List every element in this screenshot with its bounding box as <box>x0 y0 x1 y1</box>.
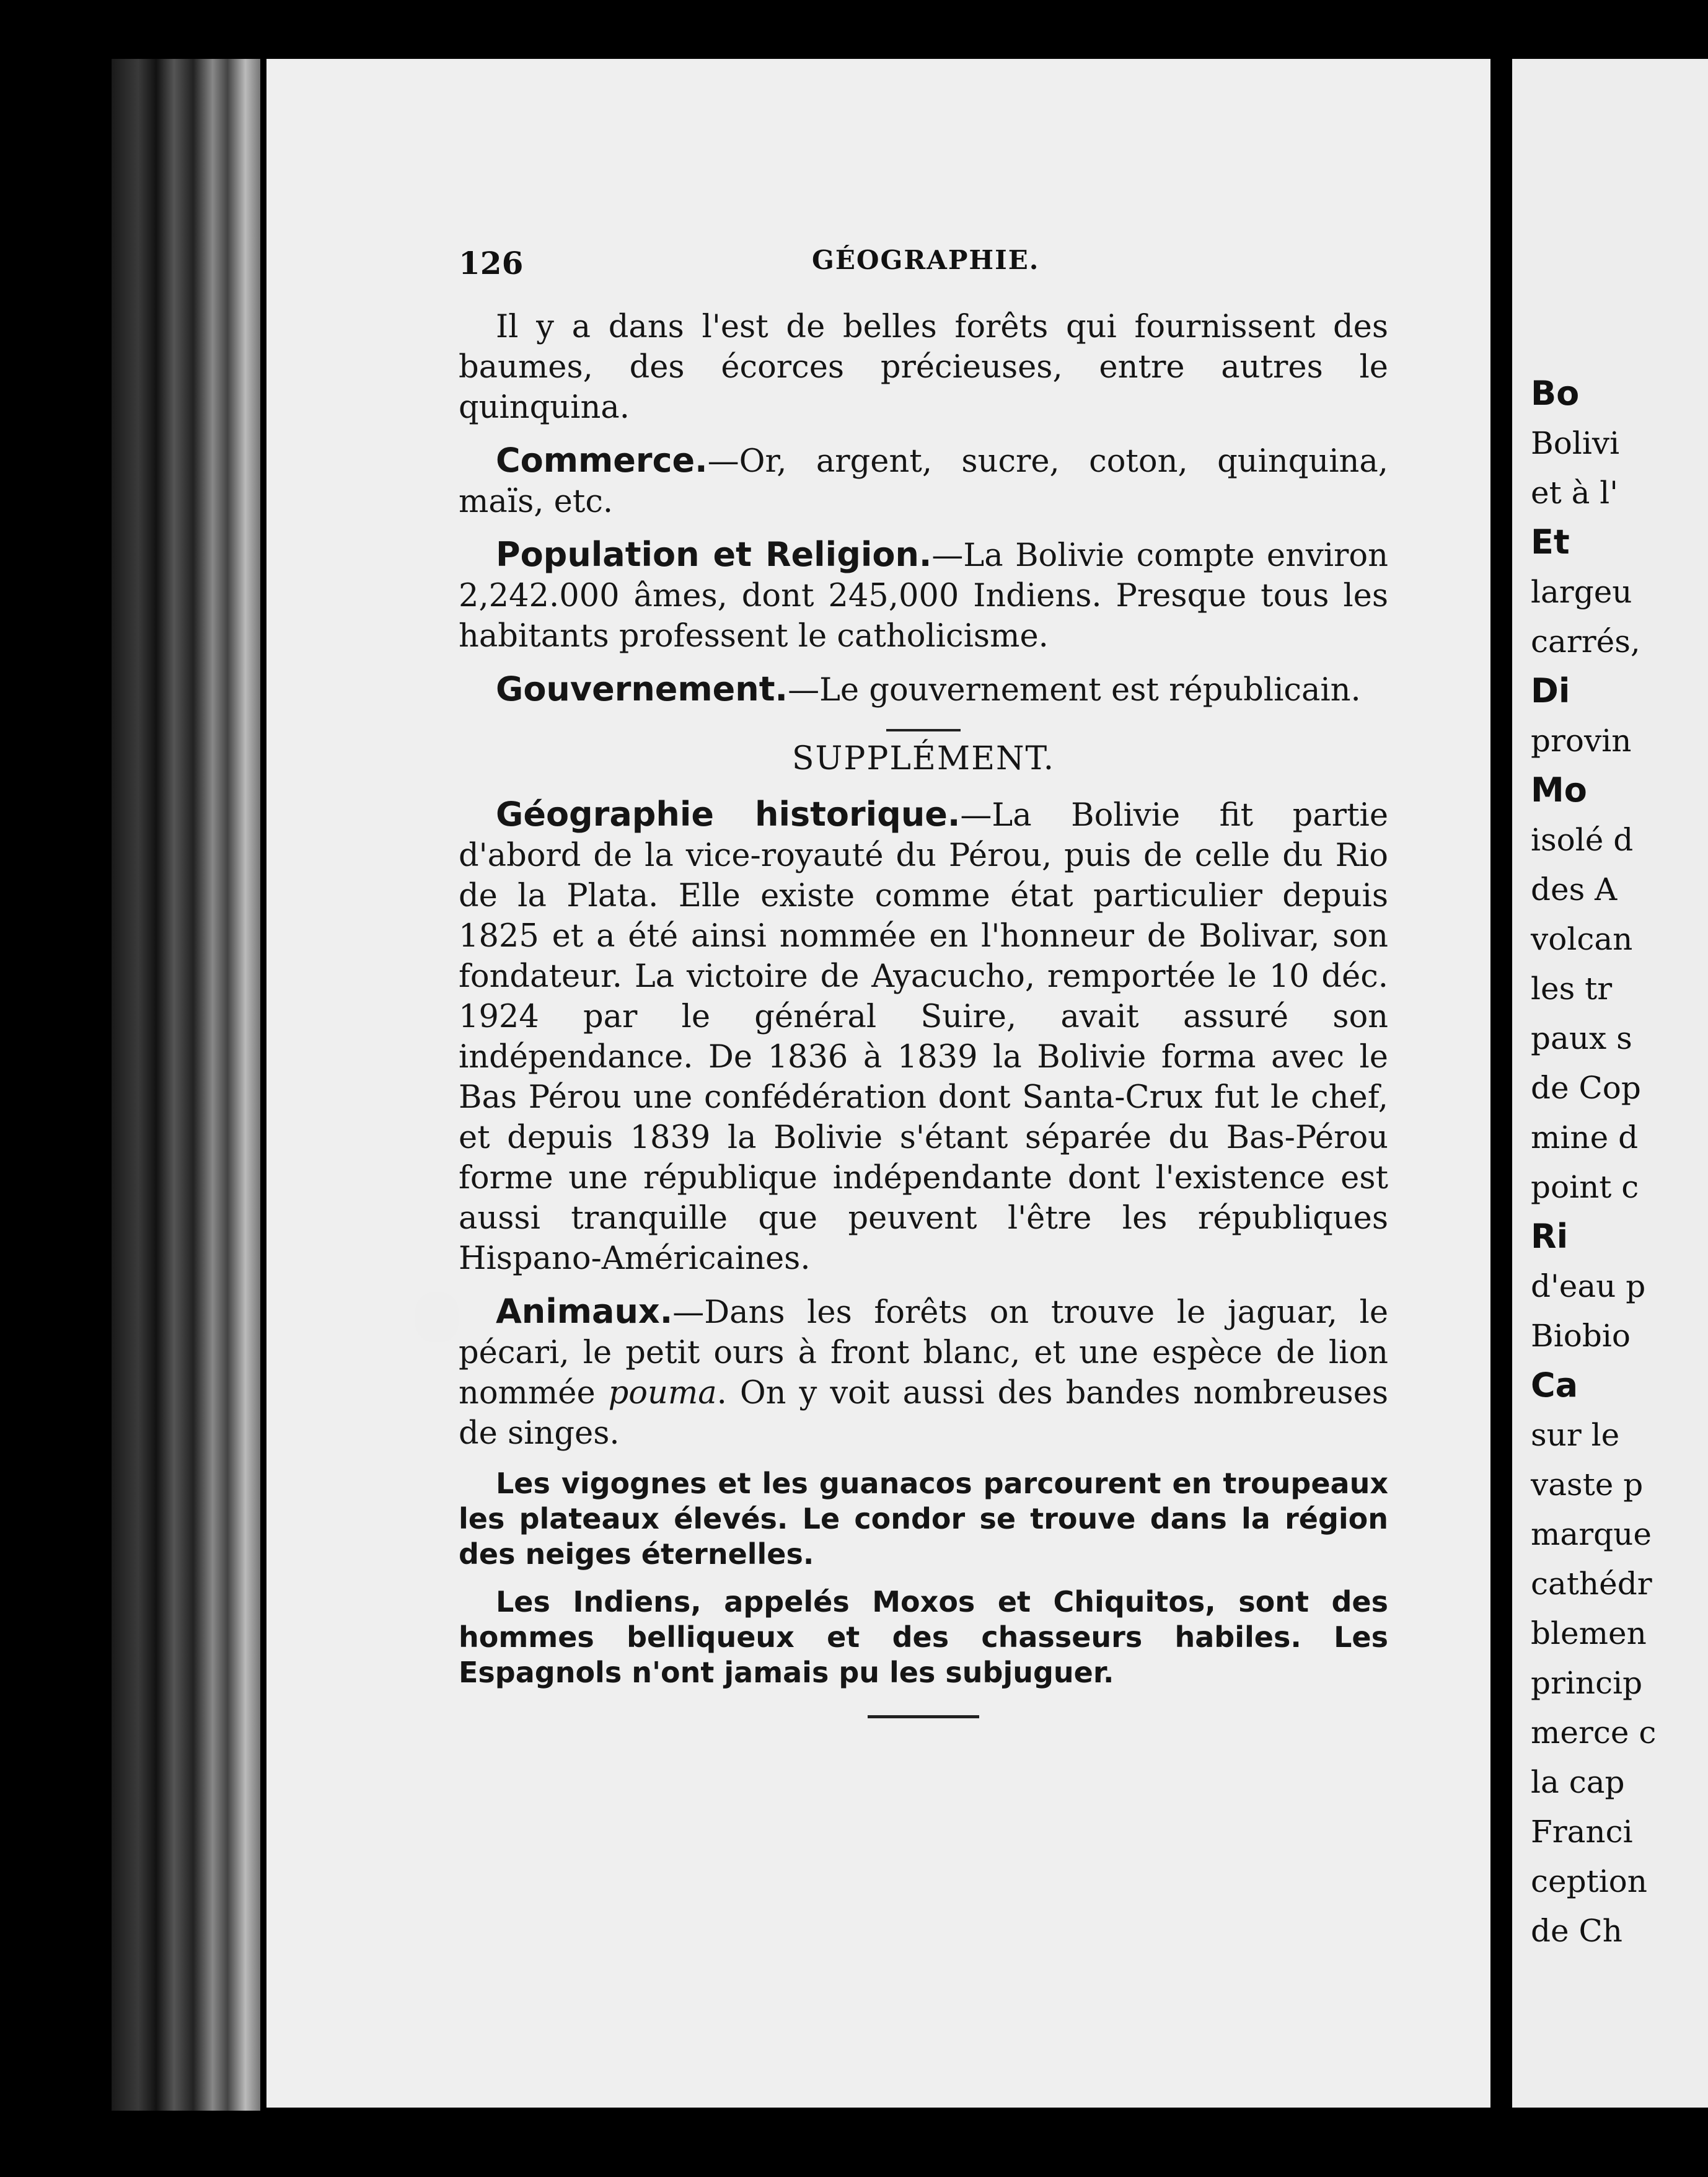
right-page-line: et à l' <box>1531 475 1619 511</box>
section-divider <box>886 729 961 731</box>
right-page-line: largeu <box>1531 574 1632 610</box>
gouvernement-heading: Gouvernement. <box>496 669 788 709</box>
intro-paragraph: Il y a dans l'est de belles forêts qui fournissent des baumes, des écorces précieuses, entre autres le quinquina. <box>459 309 1388 426</box>
right-page-line: carrés, <box>1531 624 1640 660</box>
book-spine <box>112 59 260 2111</box>
right-page-edge <box>1512 59 1708 2108</box>
right-page-line: princip <box>1531 1665 1643 1701</box>
right-page-line: Ca <box>1531 1366 1578 1405</box>
right-page-line: Et <box>1531 523 1570 562</box>
right-page-line: cathédr <box>1531 1566 1652 1602</box>
right-page-line: Bolivi <box>1531 425 1620 461</box>
right-page-line: blemen <box>1531 1615 1647 1651</box>
gouvernement-paragraph <box>459 669 1388 710</box>
right-page-line: les tr <box>1531 971 1613 1007</box>
running-title: GÉOGRAPHIE. <box>812 245 1040 275</box>
animaux-italic: pouma <box>608 1375 717 1411</box>
page-header <box>459 245 1264 301</box>
right-page-line: de Cop <box>1531 1070 1641 1106</box>
right-page-line: d'eau p <box>1531 1268 1646 1304</box>
left-page <box>266 59 1490 2108</box>
population-text: —La Bolivie compte environ 2,242.000 âmes, dont 245,000 Indiens. Presque tous les habitants professent le catholicisme. <box>459 537 1388 655</box>
commerce-text: —Or, argent, sucre, coton, quinquina, maïs, etc. <box>459 443 1388 520</box>
geo-hist-paragraph <box>459 794 1388 1279</box>
geo-hist-text: —La Bolivie fit partie d'abord de la vice-royauté du Pérou, puis de celle du Rio de la Plata. Elle existe comme état particulier depuis 1825 et a été ainsi nommée en l'honneur de Bolivar, son fondateur. La victoire de Ayacucho, remportée le 10 déc. 1924 par le général Suire, avait assuré son indépendance. De 1836 à 1839 la Bolivie forma avec le Bas Pérou une confédération dont Santa-Crux fut le chef, et depuis 1839 la Bolivie s'étant séparée du Bas-Pérou forme une république indépendante dont l'existence est aussi tranquille que peuvent l'être les républiques Hispano-Américaines. <box>459 797 1388 1277</box>
population-heading: Population et Religion. <box>496 535 932 574</box>
right-page-line: paux s <box>1531 1020 1632 1056</box>
population-paragraph <box>459 534 1388 656</box>
animaux-paragraph <box>459 1291 1388 1454</box>
right-page-line: Biobio <box>1531 1318 1631 1354</box>
right-page-line: ception <box>1531 1863 1647 1899</box>
right-page-line: isolé d <box>1531 822 1634 858</box>
right-page-line: volcan <box>1531 921 1633 957</box>
right-page-line: sur le <box>1531 1417 1620 1453</box>
page-number: 126 <box>459 245 524 281</box>
commerce-paragraph <box>459 440 1388 522</box>
commerce-heading: Commerce. <box>496 441 708 480</box>
page-body <box>459 307 1388 1718</box>
animaux-text-2: . On y voit aussi des bandes nombreuses de singes. <box>459 1375 1388 1452</box>
small-paragraph-2: Les Indiens, appelés Moxos et Chiquitos, sont des hommes belliqueux et des chasseurs habiles. Les Espagnols n'ont jamais pu les subjuguer. <box>459 1585 1388 1689</box>
right-page-line: Mo <box>1531 771 1587 810</box>
end-rule <box>868 1715 979 1718</box>
right-page-line: la cap <box>1531 1764 1625 1800</box>
small-print <box>459 1466 1388 1690</box>
right-page-line: point c <box>1531 1169 1639 1205</box>
right-page-line: Ri <box>1531 1217 1569 1256</box>
animaux-heading: Animaux. <box>496 1292 673 1331</box>
right-page-line: marque <box>1531 1516 1652 1552</box>
gouvernement-text: —Le gouvernement est républicain. <box>788 672 1361 709</box>
right-page-line: Bo <box>1531 374 1580 413</box>
animaux-text-1: —Dans les forêts on trouve le jaguar, le pécari, le petit ours à front blanc, et une espèce de lion nommée <box>459 1294 1388 1411</box>
supplement-title: SUPPLÉMENT. <box>791 740 1055 777</box>
right-page-line: mine d <box>1531 1119 1639 1155</box>
right-page-line: de Ch <box>1531 1913 1622 1949</box>
right-page-line: vaste p <box>1531 1467 1644 1503</box>
paper-blot <box>415 1292 459 1342</box>
right-page-lines <box>1531 369 1656 1956</box>
right-page-line: Franci <box>1531 1814 1633 1850</box>
right-page-line: des A <box>1531 872 1618 907</box>
geo-hist-heading: Géographie historique. <box>496 795 961 834</box>
right-page-line: merce c <box>1531 1715 1657 1751</box>
right-page-line: provin <box>1531 723 1632 759</box>
small-paragraph-1: Les vigognes et les guanacos parcourent en troupeaux les plateaux élevés. Le condor se trouve dans la région des neiges éternelles. <box>459 1467 1388 1571</box>
right-page-line: Di <box>1531 671 1570 710</box>
